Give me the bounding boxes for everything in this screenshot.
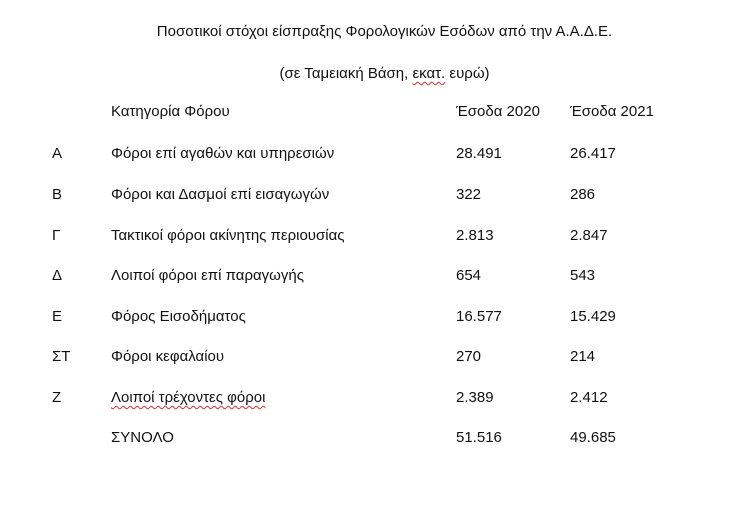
table-total-row [0, 428, 753, 448]
subtitle-suffix: ευρώ) [445, 65, 490, 82]
subtitle-unit-underlined: εκατ. [412, 65, 446, 82]
document-subtitle [8, 65, 753, 83]
header-year-2020: Έσοδα 2020 [456, 103, 540, 120]
row-code: Ε [52, 308, 63, 325]
table-row [0, 185, 753, 205]
table-row [0, 347, 753, 367]
row-category: Λοιποί τρέχοντες φόροι [111, 389, 266, 406]
table-row [0, 307, 753, 327]
row-value-2021: 286 [570, 186, 596, 203]
row-code: Β [52, 186, 63, 203]
table-row [0, 144, 753, 164]
row-value-2021: 2.847 [570, 227, 608, 244]
row-category: Τακτικοί φόροι ακίνητης περιουσίας [111, 227, 345, 244]
row-value-2021: 543 [570, 267, 596, 284]
row-value-2020: 16.577 [456, 308, 502, 325]
row-category: Φόρος Εισοδήματος [111, 308, 246, 325]
row-value-2020: 654 [456, 267, 482, 284]
row-value-2020: 270 [456, 348, 482, 365]
total-value-2020: 51.516 [456, 429, 502, 446]
row-code: Γ [52, 227, 61, 244]
row-value-2020: 28.491 [456, 145, 502, 162]
row-code: Ζ [52, 389, 62, 406]
row-value-2020: 322 [456, 186, 482, 203]
row-category: Φόροι επί αγαθών και υπηρεσιών [111, 145, 335, 162]
header-category: Κατηγορία Φόρου [111, 103, 230, 120]
table-header-row [0, 102, 753, 122]
row-code: Δ [52, 267, 63, 284]
table-row [0, 388, 753, 408]
row-category: Λοιποί φόροι επί παραγωγής [111, 267, 304, 284]
row-category: Φόροι κεφαλαίου [111, 348, 225, 365]
row-value-2020: 2.813 [456, 227, 494, 244]
header-year-2021: Έσοδα 2021 [570, 103, 654, 120]
row-value-2021: 26.417 [570, 145, 616, 162]
row-category: Φόροι και Δασμοί επί εισαγωγών [111, 186, 330, 203]
document-title: Ποσοτικοί στόχοι είσπραξης Φορολογικών Εσόδων από την Α.Α.Δ.Ε. [156, 23, 613, 40]
total-value-2021: 49.685 [570, 429, 616, 446]
row-code: Α [52, 145, 63, 162]
row-code: ΣΤ [52, 348, 71, 365]
table-row [0, 266, 753, 286]
row-value-2021: 214 [570, 348, 596, 365]
total-label: ΣΥΝΟΛΟ [111, 429, 174, 446]
row-value-2021: 15.429 [570, 308, 616, 325]
table-row [0, 226, 753, 246]
subtitle-prefix: (σε Ταμειακή Βάση, [279, 65, 413, 82]
row-value-2021: 2.412 [570, 389, 608, 406]
row-value-2020: 2.389 [456, 389, 494, 406]
